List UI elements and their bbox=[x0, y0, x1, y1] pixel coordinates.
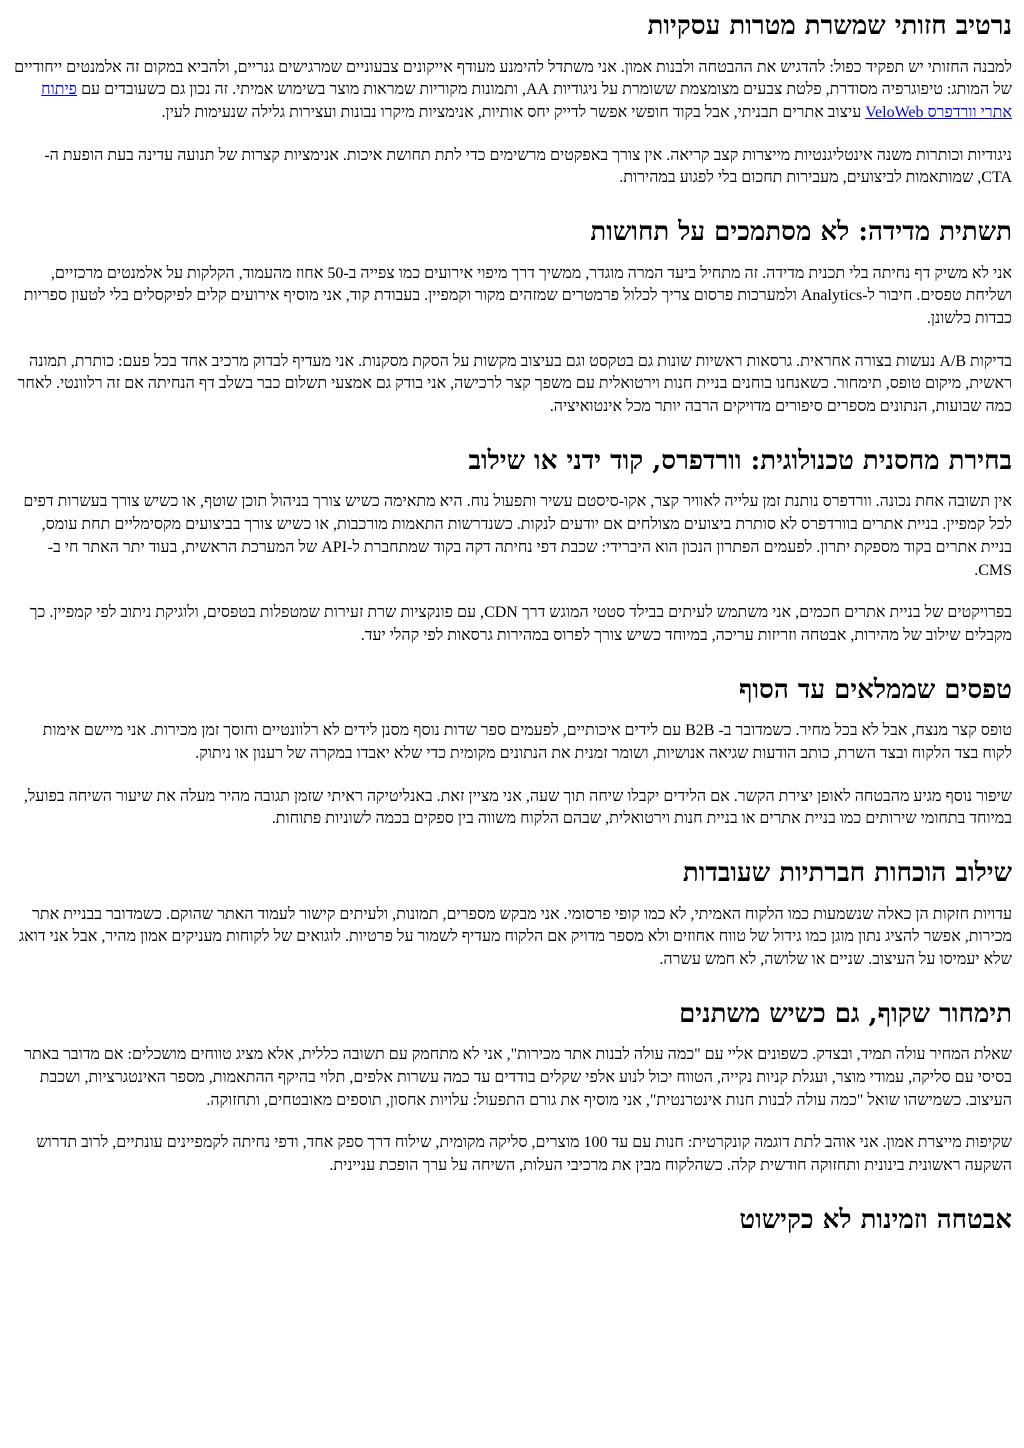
paragraph-text-before-link: למבנה החזותי יש תפקיד כפול: להדגיש את ההבטחה ולבנות אמון. אני משתדל להימנע מעודף אייקונים צבעוניים שמרגישים גנריים, ולהביא במקום זה אלמנטים ייחודיים של המותג: טיפוגרפיה מסודרת, פלטת צבעים מצומצמת ששומרת על ניגודיות AA, ותמונות מקוריות שמראות מוצר בשימוש אמיתי. זה נכון גם כשעובדים עם bbox=[14, 58, 1012, 99]
section-heading: נרטיב חזותי שמשרת מטרות עסקיות bbox=[647, 11, 1012, 41]
section-measurement bbox=[12, 216, 1012, 419]
paragraph: בפרויקטים של בניית אתרים חכמים, אני משתמש לעיתים בבילד סטטי המוגש דרך CDN, עם פונקציות שרת זעירות שמטפלות בטפסים, ולוגיקת ניתוב לפי קמפיין. כך מקבלים שילוב של מהירות, אבטחה וזריזות עריכה, במיוחד כשיש צורך לפרוס במהירות גרסאות לפי קהלי יעד. bbox=[29, 604, 1012, 644]
paragraph: אני לא משיק דף נחיתה בלי תכנית מדידה. זה מתחיל ביעד המרה מוגדר, ממשיך דרך מיפוי אירועים כמו צפייה ב-50 אחוז מהעמוד, הקלקות על אלמנטים מרכזיים, ושליחת טפסים. חיבור ל-Analytics ולמערכות פרסום צריך לכלול פרמטרים שמזהים מקור וקמפיין. בעבודת קוד, אני מוסיף אירועים קלים לפיקסלים בלי לטעון ספריות כבדות כלשונן. bbox=[23, 264, 1012, 328]
section-tech-stack bbox=[12, 445, 1012, 648]
veloweb-link[interactable]: פיתוח אתרי וורדפרס VeloWeb bbox=[41, 81, 1012, 121]
section-pricing bbox=[12, 998, 1012, 1178]
section-forms bbox=[12, 674, 1012, 831]
section-heading: תימחור שקוף, גם כשיש משתנים bbox=[679, 998, 1012, 1029]
section-social-proof bbox=[12, 857, 1012, 972]
section-heading: שילוב הוכחות חברתיות שעובדות bbox=[682, 858, 1012, 889]
section-heading: תשתית מדידה: לא מסתמכים על תחושות bbox=[590, 217, 1012, 248]
paragraph bbox=[12, 57, 1012, 125]
paragraph: בדיקות A/B נעשות בצורה אחראית. גרסאות ראשיות שונות גם בטקסט וגם בעיצוב מקשות על הסקת מסקנות. אני מעדיף לבדוק מרכיב אחד בכל פעם: כותרת, תמונה ראשית, מיקום טופס, תימחור. כשאנחנו בוחנים בניית חנות וירטואלית עם משפך קצר לרכישה, אני בודק גם אמצעי תשלום כבר בשלב דף הנחיתה אם זה רלוונטי. לאחר כמה שבועות, הנתונים מספרים סיפורים מדויקים הרבה יותר מכל אינטואיציה. bbox=[17, 352, 1012, 416]
section-visual-narrative bbox=[12, 10, 1012, 190]
paragraph: שאלת המחיר עולה תמיד, ובצדק. כשפונים אליי עם "כמה עולה לבנות אתר מכירות", אני לא מתחמק עם תשובה כללית, אלא מציג טווחים מושכלים: אם מדובר באתר בסיסי עם סליקה, עמודי מוצר, ועגלת קניות נקייה, הטווח יכול לנוע אלפי שקלים בודדים עד כמה עשרות אלפים, תלוי בהיקף ההתאמות, מספר האינטגרציות, ושכבת העיצוב. כשמישהו שואל "כמה עולה לבנות חנות אינטרנטית", אני מוסיף את גורם התפעול: עלויות אחסון, תוספים מאובטחים, ותחזוקה. bbox=[24, 1046, 1012, 1109]
section-heading: טפסים שממלאים עד הסוף bbox=[738, 674, 1012, 705]
paragraph: שיפור נוסף מגיע מהבטחה לאופן יצירת הקשר. אם הלידים יקבלו שיחה תוך שעה, אני מציין זאת. באנליטיקה ראיתי שזמן תגובה מהיר מעלה את שיעור השיחה בפועל, במיוחד בתחומי שירותים כמו בניית אתרים או בניית חנות וירטואלית, שבהם הלקוח משווה בין ספקים בכמה לשוניות פתוחות. bbox=[23, 787, 1012, 828]
section-security bbox=[12, 1204, 1012, 1237]
paragraph: טופס קצר מנצח, אבל לא בכל מחיר. כשמדובר ב- B2B עם לידים איכותיים, לפעמים ספר שדות נוסף מסנן לידים לא רלוונטיים וחוסך זמן מכירות. אני מיישם אימות לקוח בצד הלקוח ובצד השרת, כותב הודעות שגיאה אנושיות, ושומר זמנית את הנתונים מקומית כדי שלא יאבדו במקרה של רענון או ניתוק. bbox=[42, 722, 1012, 762]
paragraph-text-after-link: עיצוב אתרים תבניתי, אבל בקוד חופשי אפשר לדייק יחס אותיות, אנימציות מיקרו נבונות ועצירות גלילה שנעימות לעין. bbox=[161, 103, 866, 121]
paragraph: עדויות חזקות הן כאלה שנשמעות כמו הלקוח האמיתי, לא כמו קופי פרסומי. אני מבקש מספרים, תמונות, ולעיתים קישור לעמוד האתר שהוקם. כשמדובר בבניית אתר מכירות, אפשר להציג נתון מוגן כמו גידול של טווח אחוזים ולא מספר מדויק אם הלקוח מעדיף לשמור על פרטיות. לוגואים של לקוחות מעניקים אמון מהיר, אבל אני דואג שלא יעמיסו על העיצוב. שניים או שלושה, לא חמש עשרה. bbox=[18, 905, 1012, 969]
paragraph: ניגודיות וכותרות משנה אינטליגנטיות מייצרות קצב קריאה. אין צורך באפקטים מרשימים כדי לתת תחושת איכות. אנימציות קצרות של תנועה עדינה בעת הופעת ה-CTA, שמותאמות לביצועים, מעבירות תחכום בלי לפגוע במהירות. bbox=[44, 146, 1012, 187]
section-heading: אבטחה וזמינות לא כקישוט bbox=[739, 1204, 1012, 1235]
paragraph: שקיפות מייצרת אמון. אני אוהב לתת דוגמה קונקרטית: חנות עם עד 100 מוצרים, סליקה מקומית, שילוח דרך ספק אחד, ודפי נחיתה לקמפיינים עונתיים, לרוב תדרוש השקעה ראשונית בינונית ותחזוקה חודשית קלה. כשהלקוח מבין את מרכיבי העלות, השיחה על ערך הופכת עניינית. bbox=[36, 1134, 1012, 1175]
section-heading: בחירת מחסנית טכנולוגית: וורדפרס, קוד ידני או שילוב bbox=[468, 445, 1012, 476]
paragraph: אין תשובה אחת נכונה. וורדפרס נותנת זמן עלייה לאוויר קצר, אקו-סיסטם עשיר ותפעול נוח. היא מתאימה כשיש צורך בניהול תוכן שוטף, או כשיש צורך בעשרות דפים לכל קמפיין. בניית אתרים בוורדפרס לא סותרת ביצועים מצולחים אם יודעים לנקות. כשנדרשות התאמות מורכבות, או כשיש צורך בביצועים מקסימליים תחת עומס, בניית אתרים בקוד מספקת יתרון. לפעמים הפתרון הנכון הוא היברידי: שכבת דפי נחיתה דקה בקוד שמתחברת ל-API של המערכת הראשית, בעוד יתר האתר חי ב-CMS. bbox=[23, 493, 1012, 579]
